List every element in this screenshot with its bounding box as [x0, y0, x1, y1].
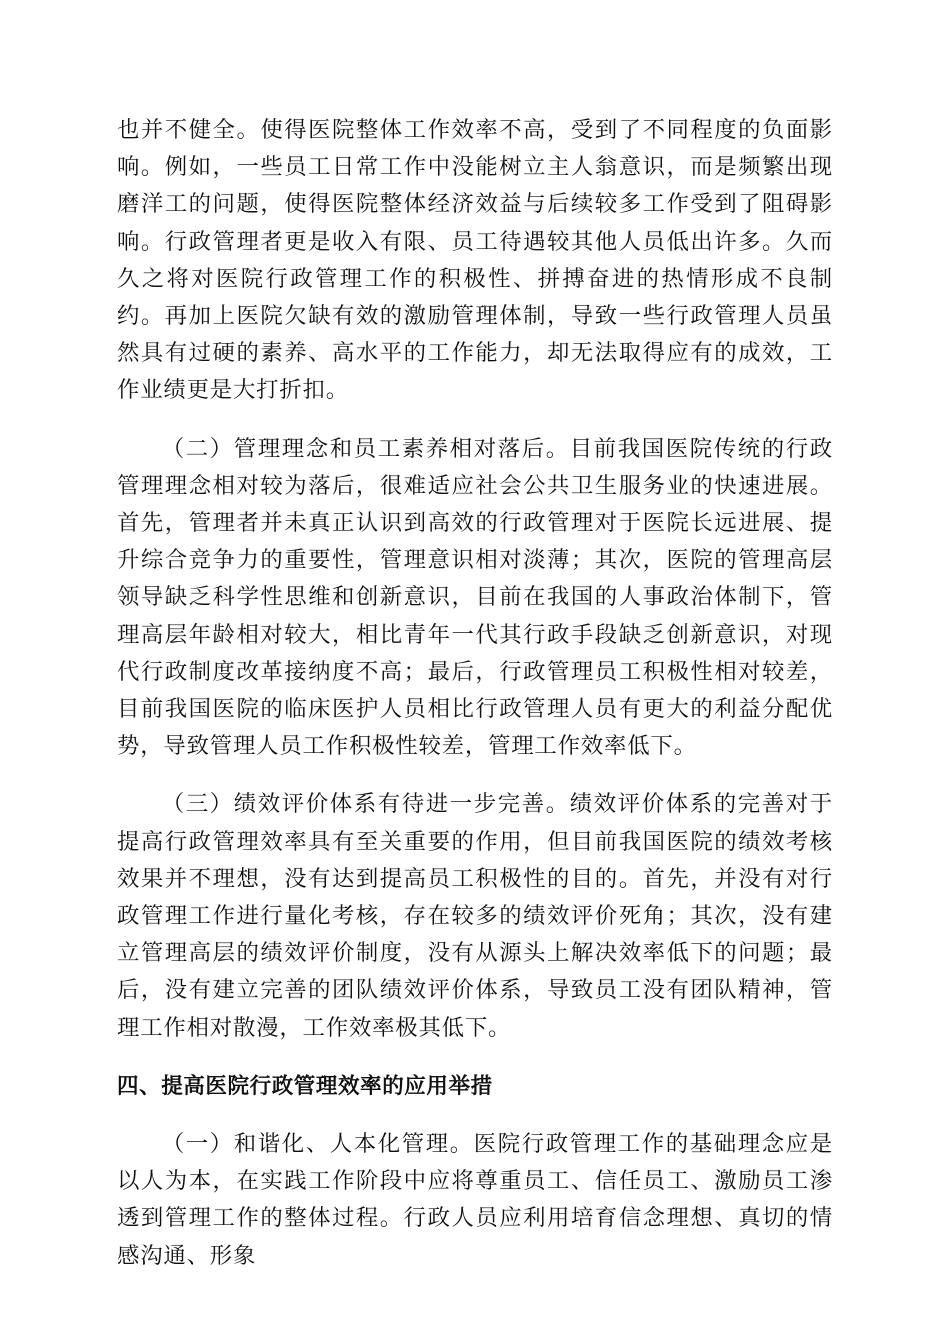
- paragraph-subsection-1: （一）和谐化、人本化管理。医院行政管理工作的基础理念应是以人为本，在实践工作阶段中应将尊重员工、信任员工、激励员工渗透到管理工作的整体过程。行政人员应利用培育信念理想、真切的情感沟通、形象: [117, 1131, 833, 1269]
- paragraph-continuation: 也并不健全。使得医院整体工作效率不高，受到了不同程度的负面影响。例如，一些员工日常工作中没能树立主人翁意识，而是频繁出现磨洋工的问题，使得医院整体经济效益与后续较多工作受到了阻碍影响。行政管理者更是收入有限、员工待遇较其他人员低出许多。久而久之将对医院行政管理工作的积极性、拼搏奋进的热情形成不良制约。再加上医院欠缺有效的激励管理体制，导致一些行政管理人员虽然具有过硬的素养、高水平的工作能力，却无法取得应有的成效，工作业绩更是大打折扣。: [117, 117, 833, 404]
- document-body: [117, 112, 833, 1275]
- paragraph-section-3: （三）绩效评价体系有待进一步完善。绩效评价体系的完善对于提高行政管理效率具有至关重要的作用，但目前我国医院的绩效考核效果并不理想，没有达到提高员工积极性的目的。首先，并没有对行政管理工作进行量化考核，存在较多的绩效评价死角；其次，没有建立管理高层的绩效评价制度，没有从源头上解决效率低下的问题；最后，没有建立完善的团队绩效评价体系，导致员工没有团队精神，管理工作相对散漫，工作效率极其低下。: [117, 791, 833, 1041]
- paragraph-section-2: （二）管理理念和员工素养相对落后。目前我国医院传统的行政管理理念相对较为落后，很难适应社会公共卫生服务业的快速进展。首先，管理者并未真正认识到高效的行政管理对于医院长远进展、提升综合竞争力的重要性，管理意识相对淡薄；其次，医院的管理高层领导缺乏科学性思维和创新意识，目前在我国的人事政治体制下，管理高层年龄相对较大，相比青年一代其行政手段缺乏创新意识，对现代行政制度改革接纳度不高；最后，行政管理员工积极性相对较差，目前我国医院的临床医护人员相比行政管理人员有更大的利益分配优势，导致管理人员工作积极性较差，管理工作效率低下。: [117, 435, 833, 760]
- section-heading-4: 四、提高医院行政管理效率的应用举措: [117, 1073, 493, 1099]
